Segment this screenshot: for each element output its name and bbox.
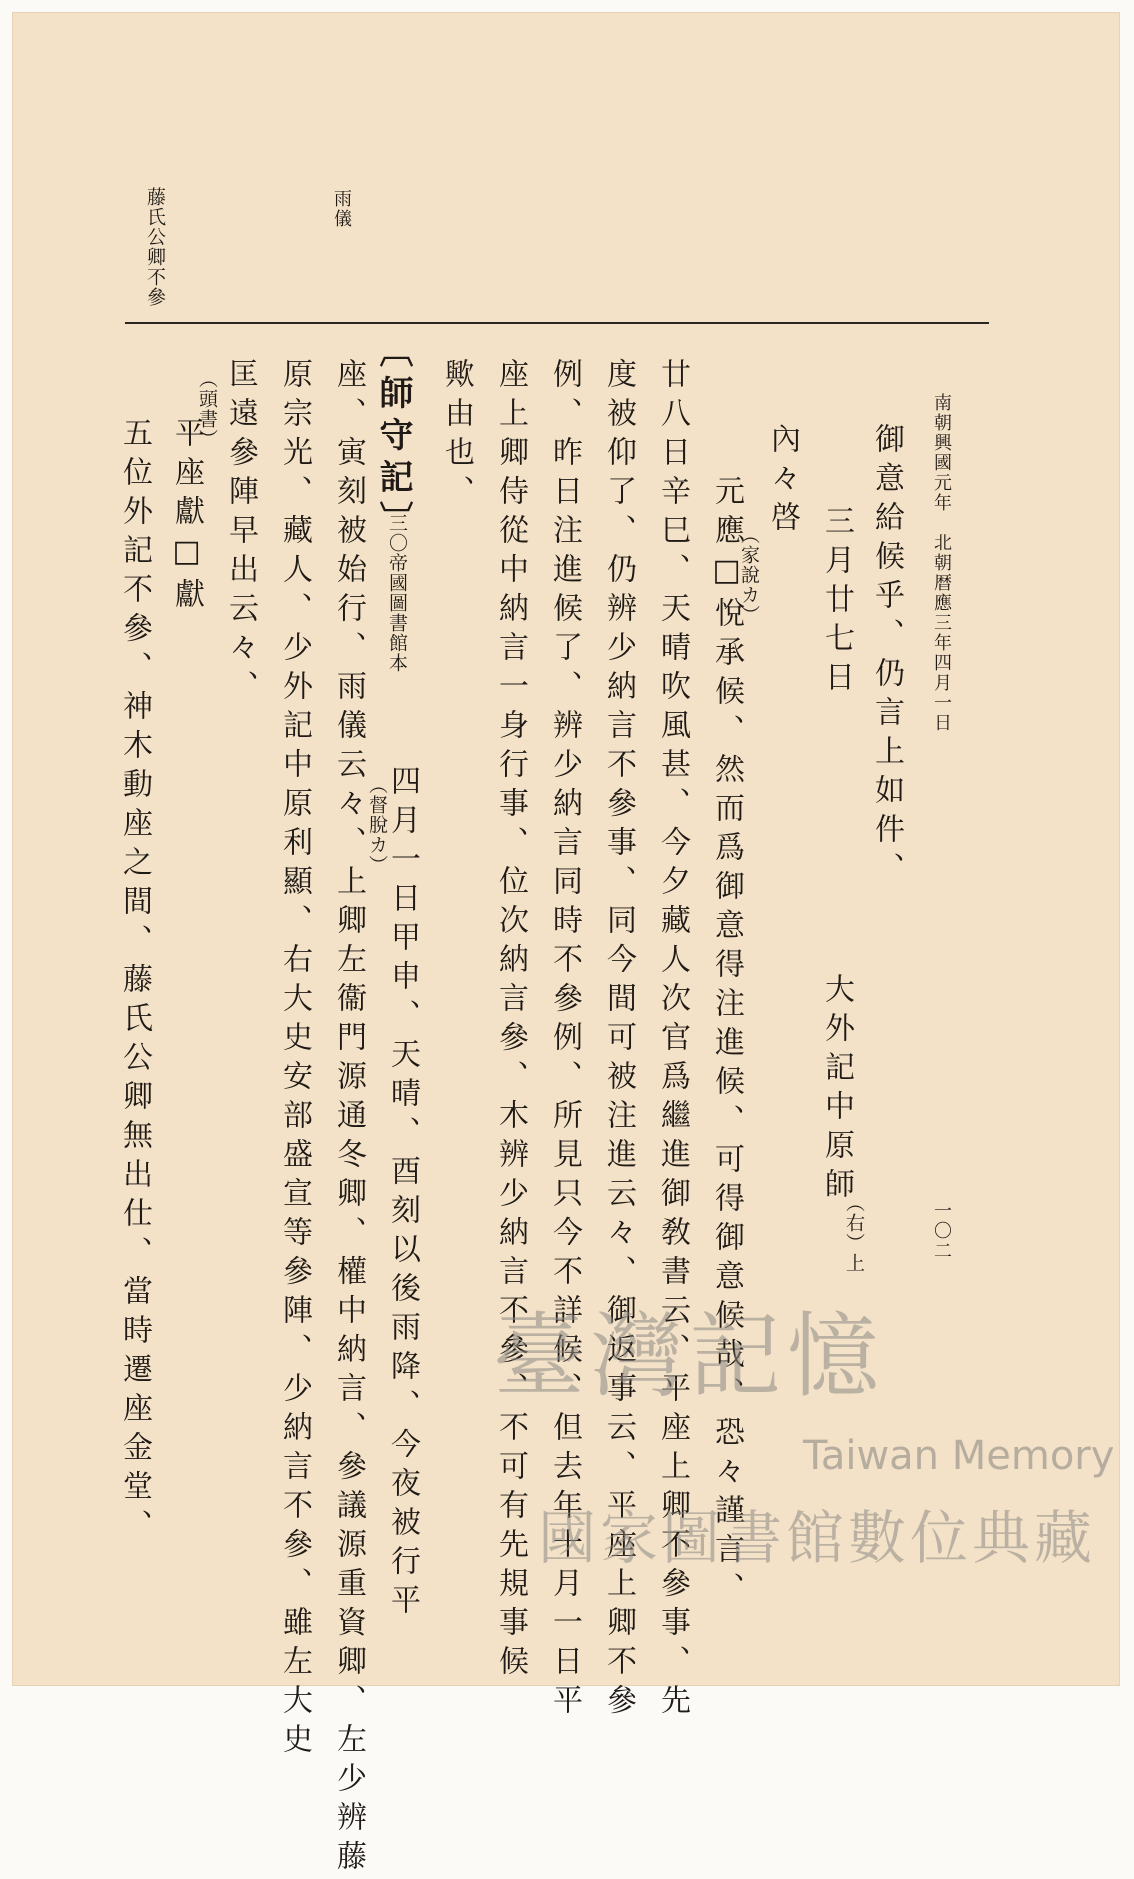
column-14: 平座獻□獻 xyxy=(169,417,204,617)
column-14-annotation: （頭書） xyxy=(196,369,218,449)
column-11-annotation: （督脫カ） xyxy=(366,775,388,875)
document-page xyxy=(12,12,1120,1879)
column-2-annotation: （右）上 xyxy=(843,1193,865,1273)
column-2-date-signature: 三月廿七日 大外記中原師 xyxy=(819,505,854,1207)
column-8: 座上卿侍從中納言一身行事、位次納言參、木辨少納言不參、不可有先規事候 xyxy=(493,358,528,1684)
column-5: 廿八日辛巳、天晴吹風甚、今夕藏人次官爲繼進御敎書云、平座上卿不參事、先 xyxy=(655,358,690,1723)
source-edition: 三〇帝國圖書館本 xyxy=(386,513,408,673)
horizontal-rule xyxy=(125,322,989,324)
margin-note-fujiwara: 藤氏公卿不參 xyxy=(144,187,166,307)
watermark-english: Taiwan Memory xyxy=(803,1433,1115,1479)
column-6: 度被仰了、仍辨少納言不參事、同今間可被注進云々、御返事云、平座上卿不參 xyxy=(601,358,636,1723)
margin-note-rain: 雨儀 xyxy=(331,189,352,229)
column-11: 座、寅刻被始行、雨儀云々、上卿左衞門源通冬卿、權中納言、參議源重資卿、左少辨藤 xyxy=(331,358,366,1879)
column-1: 御意給候乎、仍言上如件、 xyxy=(869,423,904,891)
running-title: 南朝興國元年 北朝暦應三年四月一日 xyxy=(931,393,952,733)
column-3: 內々啓 xyxy=(765,423,800,540)
column-4: 元應□悅承候、然而爲御意得注進候、可得御意候哉、恐々謹言、 xyxy=(709,475,744,1611)
column-13: 匡遠參陣早出云々、 xyxy=(223,358,258,709)
column-10: 四月一日甲申、天晴、酉刻以後雨降、今夜被行平 xyxy=(385,765,420,1623)
column-9: 歟由也、 xyxy=(439,358,474,514)
source-title: 〔師守記〕 xyxy=(373,333,413,543)
column-7: 例、昨日注進候了、辨少納言同時不參例、所見只今不詳候、但去年十月一日平 xyxy=(547,358,582,1723)
column-4-annotation: （家說カ） xyxy=(738,525,760,625)
watermark-chinese: 臺灣記憶 xyxy=(493,1303,886,1410)
page-number: 一〇二 xyxy=(931,1201,952,1261)
column-15: 五位外記不參、神木動座之間、藤氏公卿無出仕、當時遷座金堂、 xyxy=(117,417,152,1548)
watermark-library: 國家圖書館數位典藏 xyxy=(538,1504,1097,1572)
column-12: 原宗光、藏人、少外記中原利顯、右大史安部盛宣等參陣、少納言不參、雖左大史 xyxy=(277,358,312,1762)
